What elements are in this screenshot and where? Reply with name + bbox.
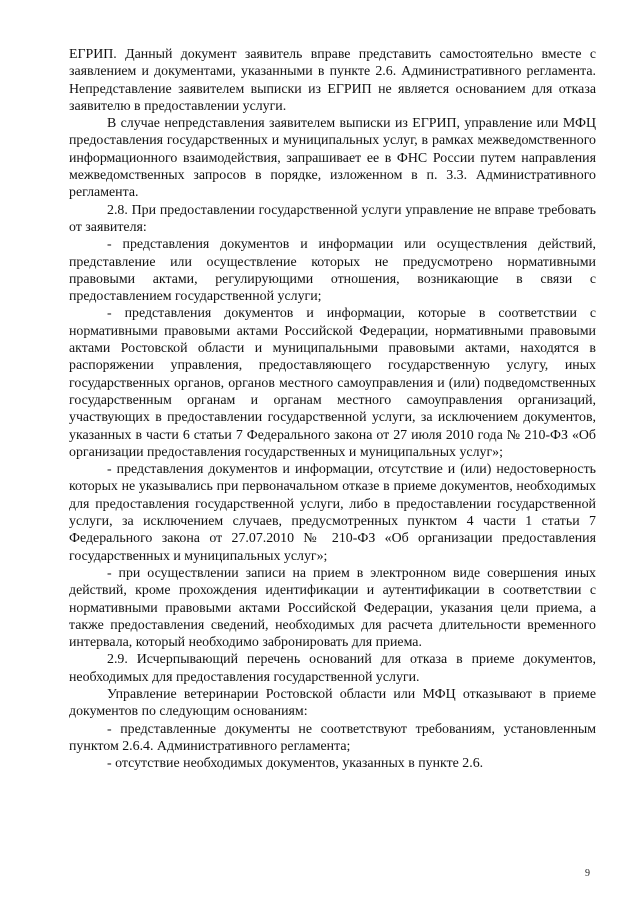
paragraph-section-2-8: 2.8. При предоставлении государственной услуги управление не вправе требовать от заявителя: [69, 202, 596, 235]
document-body [69, 46, 596, 772]
list-item-2-8-c: - представления документов и информации, отсутствие и (или) недостоверность которых не указывались при первоначальном отказе в приеме документов, необходимых для предоставления государственной услуги, либо в предоставлении государственной услуги, за исключением случаев, предусмотренных пунктом 4 части 1 статьи 7 Федерального закона от 27.07.2010 № 210-ФЗ «Об организации предоставления государственных и муниципальных услуг»; [69, 462, 596, 564]
paragraph-section-2-9: 2.9. Исчерпывающий перечень оснований для отказа в приеме документов, необходимых для предоставления государственной услуги. [69, 652, 596, 685]
list-item-2-8-b: - представления документов и информации, которые в соответствии с нормативными правовыми актами Российской Федерации, нормативными правовыми актами Ростовской области и муниципальными правовыми актами, находятся в распоряжении управления, предоставляющего государственную услугу, иных государственных органов, органов местного самоуправления и (или) подведомственных государственным органам и органам местного самоуправления организаций, участвующих в предоставлении государственной услуги, за исключением документов, указанных в части 6 статьи 7 Федерального закона от 27 июля 2010 года № 210-ФЗ «Об организации предоставления государственных и муниципальных услуг»; [69, 306, 596, 460]
list-item-2-8-a: - представления документов и информации или осуществления действий, представление или осуществление которых не предусмотрено нормативными правовыми актами, регулирующими отношения, возникающие в связи с предоставлением государственной услуги; [69, 237, 596, 305]
paragraph-egrip-continuation: ЕГРИП. Данный документ заявитель вправе представить самостоятельно вместе с заявлением и документами, указанными в пункте 2.6. Административного регламента. Непредставление заявителем выписки из ЕГРИП не является основанием для отказа заявителю в предоставлении услуги. [69, 47, 596, 114]
page-number: 9 [585, 868, 590, 879]
paragraph-refusal-grounds: Управление ветеринарии Ростовской области или МФЦ отказывают в приеме документов по следующим основаниям: [69, 686, 596, 720]
list-item-2-8-d: - при осуществлении записи на прием в электронном виде совершения иных действий, кроме прохождения идентификации и аутентификации в соответствии с нормативными правовыми актами Российской Федерации, указания цели приема, а также предоставления сведений, необходимых для расчета длительности временного интервала, который необходимо забронировать для приема. [69, 565, 596, 651]
list-item-refusal-b: - отсутствие необходимых документов, указанных в пункте 2.6. [107, 756, 484, 772]
list-item-refusal-a: - представленные документы не соответствуют требованиям, установленным пунктом 2.6.4. Административного регламента; [69, 721, 596, 754]
paragraph-egrip-request: В случае непредставления заявителем выписки из ЕГРИП, управление или МФЦ предоставления государственных и муниципальных услуг, в рамках межведомственного информационного взаимодействия, запрашивает ее в ФНС России путем направления межведомственных запросов в порядке, изложенном в п. 3.3. Административного регламента. [69, 116, 596, 201]
